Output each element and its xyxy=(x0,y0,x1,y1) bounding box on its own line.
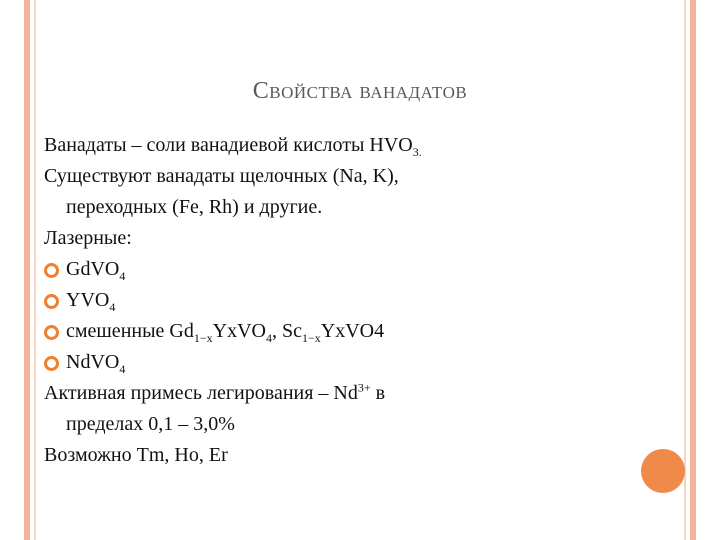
text-line-range: пределах 0,1 – 3,0% xyxy=(66,413,235,435)
decorative-circle-icon xyxy=(641,449,685,493)
text-line-possible: Возможно Tm, Ho, Er xyxy=(44,444,228,466)
text-line-definition: Ванадаты – соли ванадиевой кислоты $HVO_{3.}$ xyxy=(44,134,422,159)
slide-content xyxy=(44,130,644,471)
text-line-laser: Лазерные: xyxy=(44,227,132,249)
slide-title: Свойства ванадатов xyxy=(252,78,468,104)
list-item: $YVO_4$ xyxy=(44,285,644,316)
text-line-types-cont: переходных (Fe, Rh) и другие. xyxy=(66,196,323,218)
bullet-icon xyxy=(44,263,59,278)
bullet-icon xyxy=(44,356,59,371)
bullet-icon xyxy=(44,294,59,309)
bullet-icon xyxy=(44,325,59,340)
list-item: NdVO$_4$ xyxy=(44,347,644,378)
text-line-types: Существуют ванадаты щелочных (Na, K), xyxy=(44,165,399,187)
text-line-dopant: Активная примесь легирования – $Nd^{3+}$ в xyxy=(44,380,386,404)
list-item: смешенные $Gd_{1-x}YxVO_4$, $Sc_{1-x}YxVO4$ xyxy=(44,316,644,347)
list-item: GdVO$_4$ xyxy=(44,254,644,285)
